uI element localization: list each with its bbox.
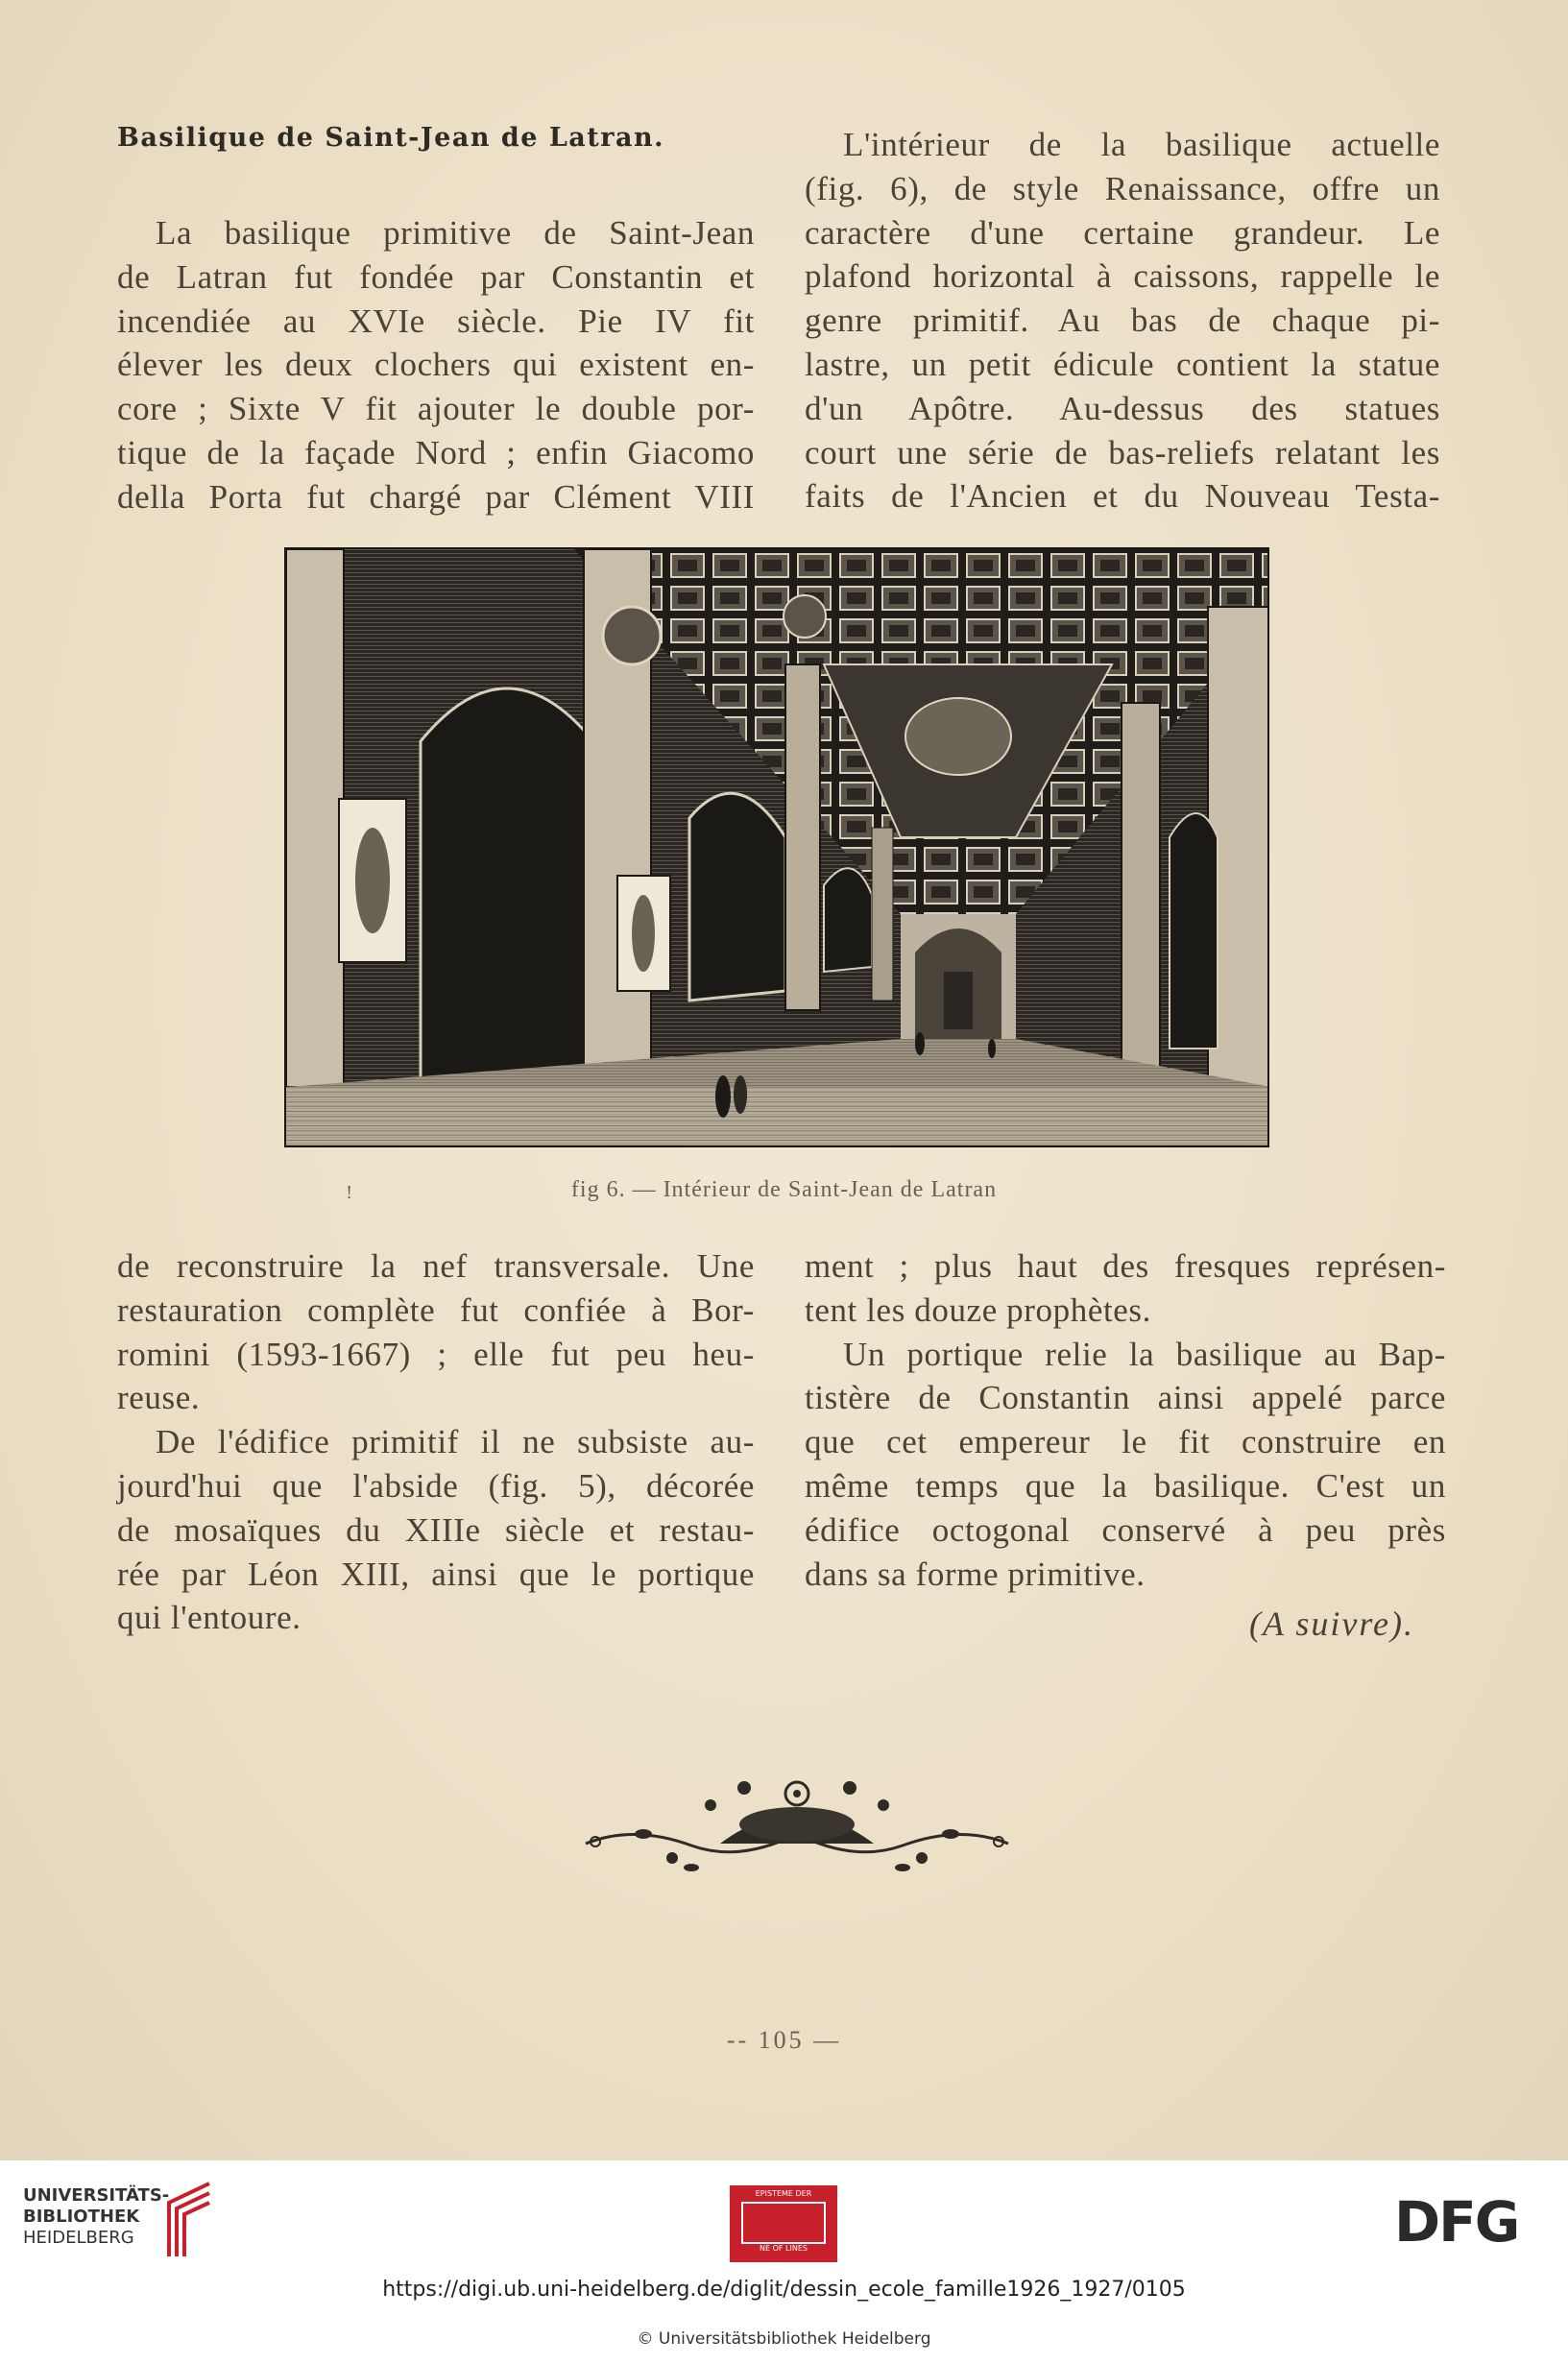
- text-line: plafond horizontal à caissons, rappelle le: [805, 257, 1440, 296]
- left-column-top: [117, 211, 755, 519]
- text-line: faits de l'Ancien et du Nouveau Testa-: [805, 477, 1440, 516]
- text-line: restauration complète fut confiée à Bor-: [117, 1291, 755, 1329]
- figure-caption: fig 6. — Intérieur de Saint-Jean de Latran: [570, 1177, 998, 1202]
- basilica-interior-engraving: [284, 547, 1269, 1147]
- text-line: La basilique primitive de Saint-Jean: [156, 214, 755, 252]
- article-heading: Basilique de Saint-Jean de Latran.: [117, 123, 665, 153]
- library-name-line: HEIDELBERG: [23, 2228, 134, 2248]
- floral-ornament: [576, 1767, 1018, 1882]
- dfg-logo[interactable]: DFG: [1394, 2189, 1519, 2255]
- text-line: genre primitif. Au bas de chaque pi-: [805, 302, 1440, 340]
- permalink-url[interactable]: https://digi.ub.uni-heidelberg.de/diglit/dessin_ecole_famille1926_1927/0105: [382, 2278, 1186, 2302]
- text-line: que cet empereur le fit construire en: [805, 1423, 1446, 1461]
- text-line: même temps que la basilique. C'est un: [805, 1466, 1446, 1505]
- text-line: De l'édifice primitif il ne subsiste au-: [156, 1423, 755, 1461]
- episteme-logo[interactable]: [730, 2185, 837, 2262]
- text-line: dans sa forme primitive.: [805, 1555, 1146, 1593]
- text-line: rée par Léon XIII, ainsi que le portique: [117, 1555, 755, 1593]
- episteme-label-2: NE OF LINES: [760, 2244, 808, 2253]
- text-line: tistère de Constantin ainsi appelé parce: [805, 1379, 1446, 1417]
- episteme-frame-icon: [741, 2202, 826, 2244]
- text-line: tique de la façade Nord ; enfin Giacomo: [117, 433, 755, 471]
- library-footer: [0, 2160, 1568, 2364]
- ub-heidelberg-logo[interactable]: [23, 2185, 169, 2249]
- text-line: ment ; plus haut des fresques représen-: [805, 1247, 1446, 1285]
- text-line: romini (1593-1667) ; elle fut peu heu-: [117, 1335, 755, 1373]
- text-line: core ; Sixte V fit ajouter le double por-: [117, 390, 755, 428]
- to-be-continued: (A suivre).: [1249, 1604, 1414, 1643]
- text-line: L'intérieur de la basilique actuelle: [843, 126, 1440, 163]
- text-line: della Porta fut chargé par Clément VIII: [117, 477, 755, 516]
- left-column-bottom: [117, 1244, 755, 1640]
- text-line: tent les douze prophètes.: [805, 1291, 1152, 1329]
- right-column-bottom: [805, 1244, 1446, 1596]
- library-name-line: UNIVERSITÄTS-: [23, 2185, 170, 2206]
- text-line: édifice octogonal conservé à peu près: [805, 1510, 1446, 1549]
- text-line: jourd'hui que l'abside (fig. 5), décorée: [117, 1466, 755, 1505]
- text-line: caractère d'une certaine grandeur. Le: [805, 213, 1440, 252]
- text-line: Un portique relie la basilique au Bap-: [843, 1335, 1446, 1373]
- text-line: d'un Apôtre. Au-dessus des statues: [805, 389, 1440, 427]
- text-line: reuse.: [117, 1379, 201, 1417]
- text-line: élever les deux clochers qui existent en-: [117, 346, 755, 384]
- right-column-top: [805, 123, 1440, 519]
- text-line: qui l'entoure.: [117, 1599, 302, 1637]
- caption-mark: !: [346, 1183, 353, 1203]
- copyright-notice: © Universitätsbibliothek Heidelberg: [637, 2329, 931, 2349]
- text-line: de reconstruire la nef transversale. Une: [117, 1247, 755, 1285]
- text-line: incendiée au XVIe siècle. Pie IV fit: [117, 302, 755, 340]
- text-line: de Latran fut fondée par Constantin et: [117, 257, 755, 296]
- page-number: -- 105 —: [726, 2026, 842, 2054]
- text-line: lastre, un petit édicule contient la statue: [805, 345, 1440, 383]
- text-line: (fig. 6), de style Renaissance, offre un: [805, 169, 1440, 207]
- ub-logo-mark-icon: [161, 2182, 219, 2258]
- text-line: court une série de bas-reliefs relatant les: [805, 433, 1440, 471]
- library-name-line: BIBLIOTHEK: [23, 2207, 140, 2227]
- text-line: de mosaïques du XIIIe siècle et restau-: [117, 1510, 755, 1549]
- episteme-label: EPISTEME DER: [755, 2189, 812, 2198]
